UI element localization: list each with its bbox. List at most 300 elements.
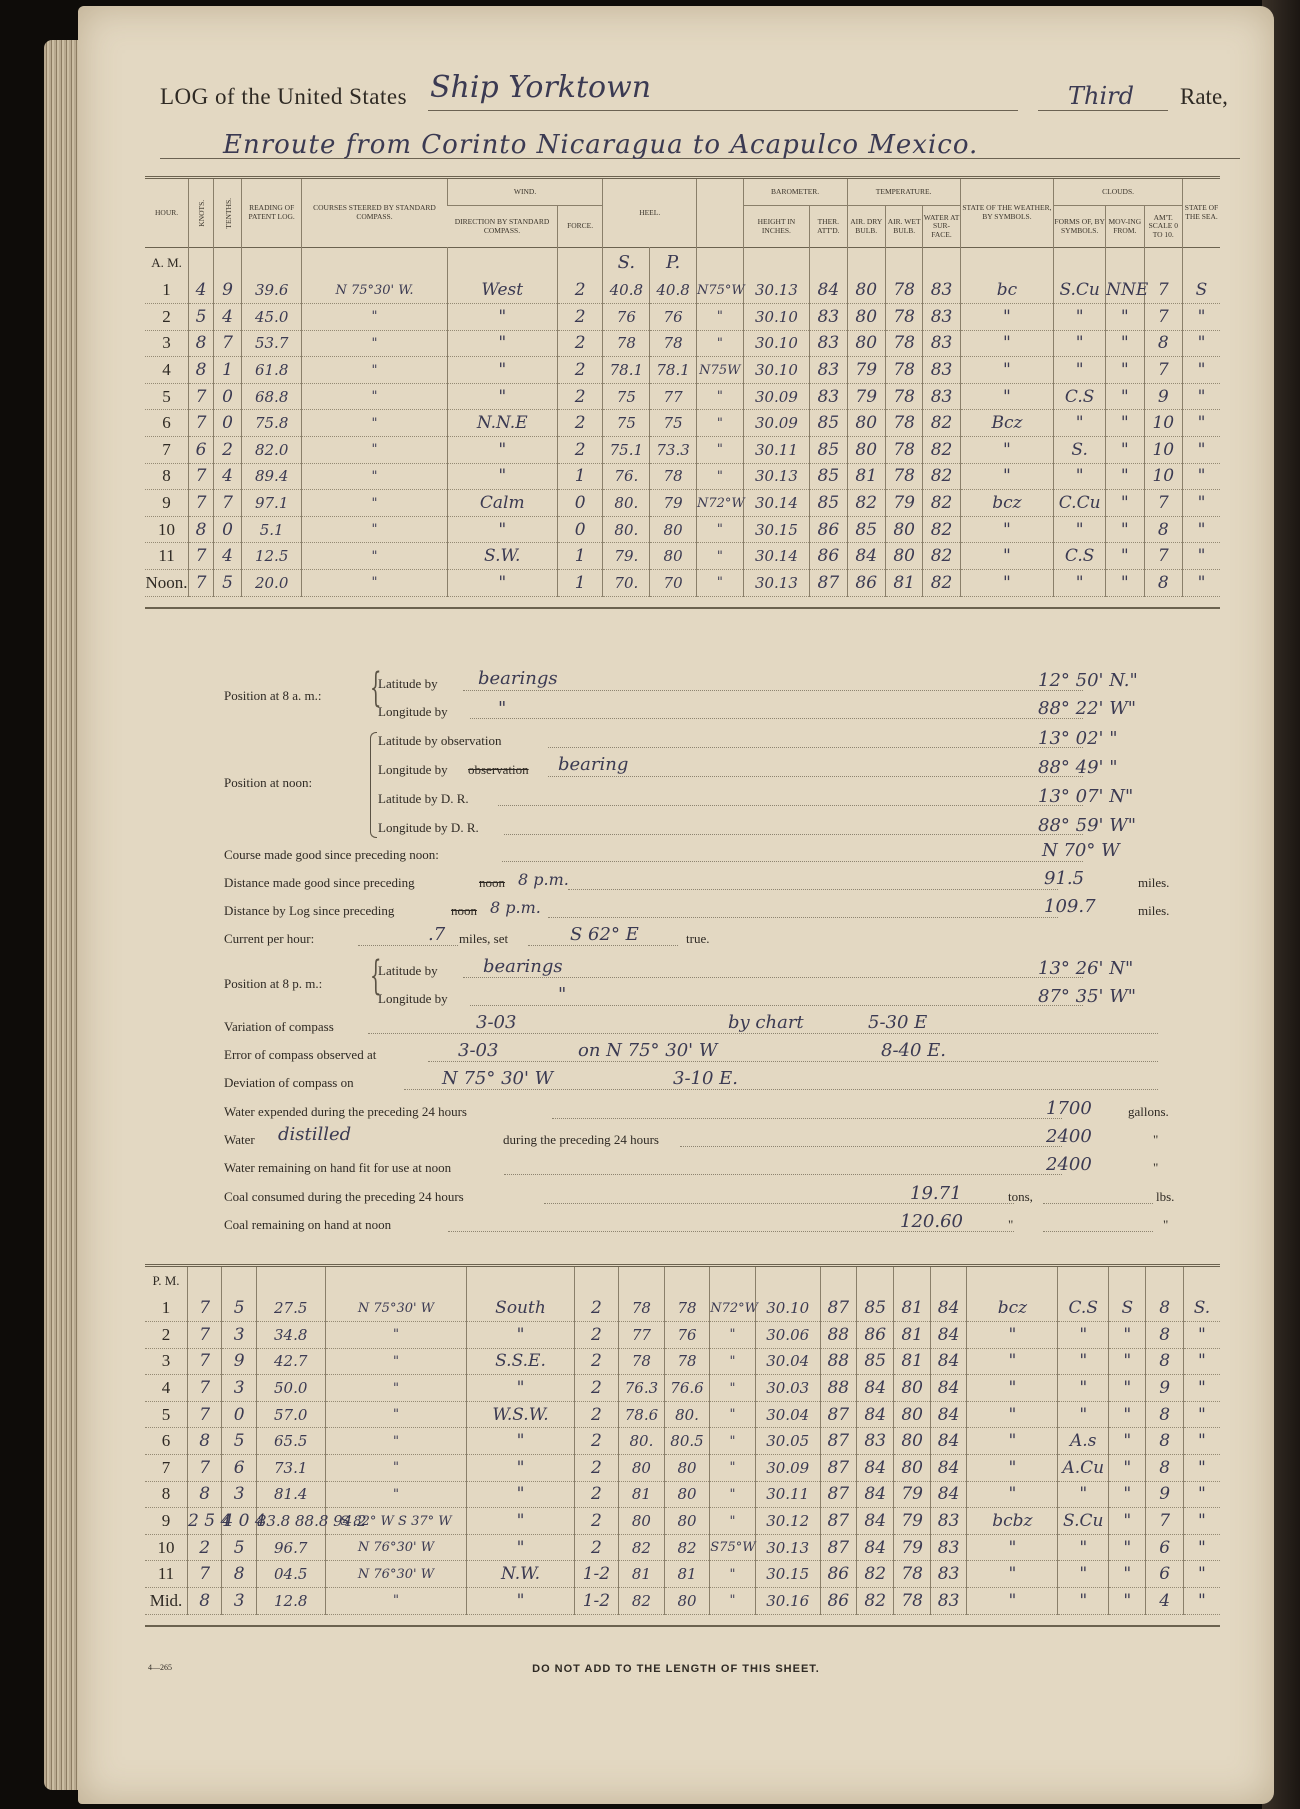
- cell-height: 30.14: [743, 543, 809, 570]
- cell-hour: 1: [145, 278, 189, 304]
- cell-sea: ": [1183, 1401, 1220, 1428]
- cell-tenths: 3: [222, 1588, 256, 1615]
- cell-dry: 80: [847, 330, 885, 357]
- cell-force: 2: [574, 1375, 619, 1402]
- cell-knots: 7: [188, 1296, 222, 1322]
- cell-tenths: 4: [214, 543, 242, 570]
- log-row: [145, 570, 1220, 597]
- cell-tenths: 2: [214, 437, 242, 464]
- cell-wet: 78: [885, 330, 922, 357]
- cell-water: 83: [930, 1588, 966, 1615]
- cell-heel-p: 80.5: [664, 1428, 710, 1455]
- pos8am-lat-label: Latitude by: [378, 676, 438, 691]
- log-row: [145, 543, 1220, 570]
- cell-heel-p: 76: [650, 304, 697, 331]
- log-row: [145, 304, 1220, 331]
- cell-course: ": [302, 357, 447, 384]
- water-exp-label: Water expended during the preceding 24 hours: [224, 1104, 467, 1119]
- cell-cforms: ": [1054, 357, 1106, 384]
- cell-log: 61.8: [242, 357, 302, 384]
- cell-cmoving: ": [1109, 1561, 1146, 1588]
- cell-height: 30.05: [755, 1428, 820, 1455]
- deviation-b: 3-10 E.: [673, 1068, 739, 1089]
- log-row: [145, 1534, 1220, 1561]
- heel-starboard-label: S.: [603, 248, 650, 278]
- cell-height: 30.13: [743, 278, 809, 304]
- cell-heel-s: 82: [619, 1534, 665, 1561]
- ship-underline: [428, 110, 1018, 111]
- pm-heading-row: [145, 1266, 1220, 1296]
- cell-ther: 87: [820, 1401, 856, 1428]
- cell-dry: 86: [847, 570, 885, 597]
- cell-wet: 80: [894, 1428, 930, 1455]
- distance-since: 8 p.m.: [518, 870, 569, 889]
- cell-course: ": [302, 304, 447, 331]
- col-wind: WIND.: [447, 178, 603, 206]
- cell-cmoving: NNE: [1106, 278, 1144, 304]
- cell-dry: 84: [857, 1375, 894, 1402]
- log-row: [145, 1428, 1220, 1455]
- course-label: Course made good since preceding noon:: [224, 847, 439, 862]
- log-row: [145, 357, 1220, 384]
- cell-tenths: 9: [222, 1348, 256, 1375]
- cell-wind: ": [447, 357, 557, 384]
- cell-dry: 81: [847, 463, 885, 490]
- cell-weather: ": [967, 1481, 1058, 1508]
- rate-label: Rate,: [1180, 84, 1228, 109]
- cell-var: ": [696, 383, 743, 410]
- cell-tenths: 0: [222, 1401, 256, 1428]
- cell-course: ": [325, 1481, 467, 1508]
- cell-heel-s: 80: [619, 1455, 665, 1482]
- cell-water: 82: [923, 490, 960, 517]
- cell-height: 30.14: [743, 490, 809, 517]
- cell-knots: 7: [189, 543, 214, 570]
- cell-wind: S.W.: [447, 543, 557, 570]
- cell-wind: ": [467, 1455, 574, 1482]
- cell-height: 30.10: [743, 330, 809, 357]
- cell-log: 04.5: [256, 1561, 325, 1588]
- cell-knots: 6: [189, 437, 214, 464]
- cell-ther: 85: [810, 463, 847, 490]
- cell-force: 2: [574, 1481, 619, 1508]
- cell-course: ": [325, 1322, 467, 1349]
- cell-camount: 7: [1146, 1508, 1183, 1535]
- cell-hour: 7: [145, 1455, 188, 1482]
- cell-log: 12.8: [256, 1588, 325, 1615]
- cell-cmoving: ": [1109, 1348, 1146, 1375]
- cell-tenths: 9: [214, 278, 242, 304]
- coal-rem-label: Coal remaining on hand at noon: [224, 1217, 392, 1232]
- col-temperature: TEMPERATURE.: [847, 178, 960, 206]
- cell-hour: 8: [145, 1481, 188, 1508]
- cell-dry: 80: [847, 410, 885, 437]
- cell-cmoving: ": [1106, 437, 1144, 464]
- cell-heel-s: 80.: [603, 516, 650, 543]
- cell-course: N 75°30' W.: [302, 278, 447, 304]
- cell-wet: 78: [885, 410, 922, 437]
- col-heel: HEEL.: [603, 178, 696, 248]
- cell-knots: 2: [188, 1534, 222, 1561]
- cell-water: 83: [923, 304, 960, 331]
- cell-force: 0: [557, 516, 603, 543]
- cell-var: ": [696, 330, 743, 357]
- cell-var: N75°W: [696, 278, 743, 304]
- cell-sea: ": [1182, 570, 1220, 597]
- dotted-leader: [404, 1089, 1158, 1090]
- dotted-leader: [504, 834, 1083, 835]
- cell-wind: N.W.: [467, 1561, 574, 1588]
- distlog-value: 109.7: [1044, 896, 1096, 917]
- dotted-leader: [498, 805, 1083, 806]
- cell-dry: 83: [857, 1428, 894, 1455]
- cell-tenths: 5: [222, 1296, 256, 1322]
- coal-rem-unit2: ": [1163, 1217, 1169, 1232]
- cell-log: 75.8: [242, 410, 302, 437]
- dotted-leader: [502, 861, 1083, 862]
- cell-cmoving: ": [1109, 1428, 1146, 1455]
- cell-heel-p: 73.3: [650, 437, 697, 464]
- cell-heel-s: 78.6: [619, 1401, 665, 1428]
- am-log-table: [145, 176, 1220, 597]
- pos8pm-lon-value: 87° 35' W": [1038, 986, 1136, 1007]
- cell-ther: 83: [810, 357, 847, 384]
- cell-heel-s: 40.8: [603, 278, 650, 304]
- pm-label: P. M.: [152, 1273, 180, 1289]
- cell-knots: 8: [188, 1481, 222, 1508]
- cell-weather: ": [960, 463, 1053, 490]
- cell-heel-s: 82: [619, 1588, 665, 1615]
- cell-course: ": [325, 1375, 467, 1402]
- cell-cforms: ": [1058, 1561, 1109, 1588]
- cell-wet: 78: [885, 383, 922, 410]
- current-end: true.: [686, 931, 710, 946]
- cell-weather: ": [960, 570, 1053, 597]
- cell-wet: 78: [885, 304, 922, 331]
- col-clouds: CLOUDS.: [1054, 178, 1183, 206]
- col-barometer: BAROMETER.: [743, 178, 847, 206]
- cell-tenths: 7: [214, 490, 242, 517]
- cell-weather: ": [967, 1588, 1058, 1615]
- cell-height: 30.13: [743, 463, 809, 490]
- cell-course: ": [302, 437, 447, 464]
- cell-course: N 76°30' W: [325, 1534, 467, 1561]
- cell-heel-p: 80: [664, 1508, 710, 1535]
- cell-knots: 7: [189, 383, 214, 410]
- cell-sea: ": [1182, 463, 1220, 490]
- cell-ther: 83: [810, 383, 847, 410]
- cell-sea: ": [1182, 490, 1220, 517]
- posnoon-label: Position at noon:: [224, 775, 313, 790]
- dotted-leader: [504, 1174, 1062, 1175]
- pos8am-brace: {: [369, 665, 382, 711]
- water-rem-value: 2400: [1046, 1154, 1092, 1175]
- distance-label: Distance made good since preceding: [224, 875, 415, 890]
- cell-cforms: ": [1058, 1322, 1109, 1349]
- cell-var: ": [710, 1561, 756, 1588]
- cell-dry: 80: [847, 437, 885, 464]
- cell-camount: 8: [1146, 1348, 1183, 1375]
- cell-weather: ": [960, 304, 1053, 331]
- log-row: [145, 410, 1220, 437]
- log-row: [145, 490, 1220, 517]
- cell-knots: 7: [189, 410, 214, 437]
- cell-hour: 11: [145, 1561, 188, 1588]
- cell-wet: 80: [894, 1455, 930, 1482]
- cell-ther: 85: [810, 410, 847, 437]
- cell-tenths: 7: [214, 330, 242, 357]
- cell-force: 2: [574, 1428, 619, 1455]
- cell-tenths: 5: [214, 570, 242, 597]
- cell-camount: 9: [1146, 1481, 1183, 1508]
- cell-cforms: ": [1058, 1481, 1109, 1508]
- dotted-leader: [428, 1061, 1158, 1062]
- cell-camount: 6: [1146, 1534, 1183, 1561]
- noon-lat-obs-value: 13° 02' ": [1038, 728, 1118, 749]
- cell-camount: 7: [1144, 357, 1182, 384]
- cell-weather: ": [960, 383, 1053, 410]
- cell-cforms: ": [1054, 463, 1106, 490]
- cell-heel-p: 78: [650, 463, 697, 490]
- cell-tenths: 4 0 4: [222, 1508, 256, 1535]
- cell-knots: 7: [188, 1401, 222, 1428]
- cell-camount: 8: [1144, 516, 1182, 543]
- log-row: [145, 1588, 1220, 1615]
- deviation-a: N 75° 30' W: [442, 1068, 554, 1089]
- cell-wind: Calm: [447, 490, 557, 517]
- cell-heel-s: 76.: [603, 463, 650, 490]
- cell-hour: 2: [145, 1322, 188, 1349]
- water-rem-unit: ": [1153, 1160, 1159, 1175]
- cell-cforms: C.S: [1054, 383, 1106, 410]
- cell-wind: ": [467, 1534, 574, 1561]
- cell-course: ": [302, 463, 447, 490]
- cell-water: 84: [930, 1348, 966, 1375]
- cell-hour: 1: [145, 1296, 188, 1322]
- cell-ther: 87: [820, 1481, 856, 1508]
- cell-height: 30.09: [743, 410, 809, 437]
- col-variation: [696, 178, 743, 248]
- cell-cmoving: ": [1106, 543, 1144, 570]
- col-hour: HOUR.: [154, 207, 179, 217]
- cell-wind: ": [447, 570, 557, 597]
- cell-knots: 7: [188, 1348, 222, 1375]
- cell-water: 83: [923, 278, 960, 304]
- cell-weather: ": [960, 330, 1053, 357]
- cell-tenths: 4: [214, 304, 242, 331]
- cell-cforms: C.S: [1058, 1296, 1109, 1322]
- cell-cforms: S.Cu: [1054, 278, 1106, 304]
- cell-water: 84: [930, 1455, 966, 1482]
- cell-dry: 82: [857, 1561, 894, 1588]
- cell-wind: ": [467, 1508, 574, 1535]
- cell-wet: 80: [894, 1375, 930, 1402]
- cell-water: 84: [930, 1296, 966, 1322]
- cell-hour: 9: [145, 1508, 188, 1535]
- cell-ther: 87: [820, 1428, 856, 1455]
- cell-log: 39.6: [242, 278, 302, 304]
- cell-wet: 80: [894, 1401, 930, 1428]
- cell-force: 2: [574, 1455, 619, 1482]
- cell-force: 2: [574, 1322, 619, 1349]
- cell-heel-p: 76: [664, 1322, 710, 1349]
- cell-tenths: 6: [222, 1455, 256, 1482]
- cell-weather: ": [967, 1348, 1058, 1375]
- cell-hour: 9: [145, 490, 189, 517]
- cell-heel-s: 81: [619, 1481, 665, 1508]
- cell-log: 27.5: [256, 1296, 325, 1322]
- pos8am-lat-value: 12° 50' N.": [1038, 670, 1138, 691]
- cell-wind: N.N.E: [447, 410, 557, 437]
- cell-weather: ": [967, 1561, 1058, 1588]
- distlog-since: 8 p.m.: [490, 898, 541, 917]
- cell-course: ": [325, 1348, 467, 1375]
- log-row: [145, 1348, 1220, 1375]
- cell-wet: 81: [894, 1296, 930, 1322]
- cell-cmoving: ": [1109, 1401, 1146, 1428]
- water-exp-unit: gallons.: [1128, 1104, 1169, 1119]
- am-rows: [145, 278, 1220, 597]
- water-rem-label: Water remaining on hand fit for use at noon: [224, 1160, 452, 1175]
- error-b: on N 75° 30' W: [578, 1040, 718, 1061]
- cell-dry: 84: [857, 1534, 894, 1561]
- pos8pm-lat-label: Latitude by: [378, 963, 438, 978]
- cell-water: 84: [930, 1481, 966, 1508]
- coal-rem-unit1: ": [1008, 1217, 1014, 1232]
- cell-cmoving: ": [1109, 1322, 1146, 1349]
- cell-ther: 83: [810, 304, 847, 331]
- cell-force: 2: [574, 1401, 619, 1428]
- log-row: [145, 278, 1220, 304]
- cell-log: 65.5: [256, 1428, 325, 1455]
- cell-heel-s: 70.: [603, 570, 650, 597]
- cell-height: 30.16: [755, 1588, 820, 1615]
- cell-height: 30.10: [755, 1296, 820, 1322]
- cell-force: 2: [574, 1296, 619, 1322]
- cell-wet: 80: [885, 516, 922, 543]
- cell-log: 81.4: [256, 1481, 325, 1508]
- dotted-leader: [463, 690, 1083, 691]
- cell-water: 83: [930, 1561, 966, 1588]
- cell-course: ": [302, 516, 447, 543]
- cell-log: 57.0: [256, 1401, 325, 1428]
- cell-water: 82: [923, 410, 960, 437]
- distlog-label: Distance by Log since preceding: [224, 903, 395, 918]
- table-bottom-rule: [145, 1625, 1220, 1627]
- cell-wet: 78: [894, 1588, 930, 1615]
- cell-camount: 8: [1144, 330, 1182, 357]
- cell-heel-s: 80: [619, 1508, 665, 1535]
- cell-ther: 84: [810, 278, 847, 304]
- cell-cforms: ": [1058, 1588, 1109, 1615]
- cell-cforms: ": [1058, 1348, 1109, 1375]
- cell-force: 2: [574, 1348, 619, 1375]
- cell-cforms: ": [1054, 410, 1106, 437]
- cell-heel-p: 81: [664, 1561, 710, 1588]
- cell-log: 89.4: [242, 463, 302, 490]
- cell-log: 42.7: [256, 1348, 325, 1375]
- cell-cforms: ": [1058, 1401, 1109, 1428]
- cell-water: 84: [930, 1401, 966, 1428]
- cell-ther: 88: [820, 1348, 856, 1375]
- log-row: [145, 1375, 1220, 1402]
- cell-sea: ": [1182, 304, 1220, 331]
- cell-force: 1-2: [574, 1588, 619, 1615]
- cell-dry: 84: [857, 1508, 894, 1535]
- cell-wet: 79: [894, 1508, 930, 1535]
- ship-name: Ship Yorktown: [430, 70, 652, 105]
- cell-cmoving: ": [1109, 1375, 1146, 1402]
- cell-wind: ": [467, 1375, 574, 1402]
- cell-sea: ": [1182, 543, 1220, 570]
- cell-course: ": [325, 1428, 467, 1455]
- cell-heel-s: 77: [619, 1322, 665, 1349]
- cell-course: N 75°30' W: [325, 1296, 467, 1322]
- cell-tenths: 1: [214, 357, 242, 384]
- cell-heel-p: 75: [650, 410, 697, 437]
- cell-ther: 87: [820, 1455, 856, 1482]
- cell-height: 30.09: [743, 383, 809, 410]
- cell-log: 83.8 88.8 94.2: [256, 1508, 325, 1535]
- cell-knots: 7: [188, 1455, 222, 1482]
- distance-value: 91.5: [1044, 868, 1085, 889]
- cell-tenths: 8: [222, 1561, 256, 1588]
- cell-var: ": [710, 1348, 756, 1375]
- cell-heel-p: 70: [650, 570, 697, 597]
- cell-sea: ": [1182, 383, 1220, 410]
- cell-camount: 10: [1144, 463, 1182, 490]
- cell-hour: 10: [145, 516, 189, 543]
- cell-hour: 2: [145, 304, 189, 331]
- col-patent-log: READING OF PATENT LOG.: [242, 178, 302, 248]
- cell-cforms: ": [1054, 516, 1106, 543]
- cell-force: 2: [574, 1534, 619, 1561]
- cell-heel-s: 76.3: [619, 1375, 665, 1402]
- col-baro-ther: THER. ATT'D.: [810, 206, 847, 248]
- cell-ther: 87: [820, 1296, 856, 1322]
- cell-wet: 78: [885, 278, 922, 304]
- col-cloud-moving: MOV-ING FROM.: [1106, 206, 1144, 248]
- cell-hour: 4: [145, 357, 189, 384]
- cell-force: 1-2: [574, 1561, 619, 1588]
- current-mid: miles, set: [459, 931, 509, 946]
- cell-heel-s: 80.: [619, 1428, 665, 1455]
- cell-force: 2: [557, 410, 603, 437]
- cell-cforms: ": [1058, 1375, 1109, 1402]
- cell-sea: ": [1183, 1588, 1220, 1615]
- cell-cmoving: S: [1109, 1296, 1146, 1322]
- cell-heel-p: 78: [650, 330, 697, 357]
- cell-sea: ": [1182, 410, 1220, 437]
- log-row: [145, 516, 1220, 543]
- rate-underline: [1038, 110, 1168, 111]
- cell-wet: 79: [885, 490, 922, 517]
- pos8am-lat-method: bearings: [478, 668, 558, 689]
- dotted-leader: [552, 1118, 1062, 1119]
- cell-camount: 9: [1144, 383, 1182, 410]
- cell-height: 30.10: [743, 304, 809, 331]
- col-baro-height: HEIGHT IN INCHES.: [743, 206, 809, 248]
- cell-hour: 3: [145, 330, 189, 357]
- cell-ther: 86: [810, 516, 847, 543]
- cell-weather: ": [967, 1428, 1058, 1455]
- cell-ther: 83: [810, 330, 847, 357]
- cell-ther: 86: [810, 543, 847, 570]
- cell-height: 30.11: [755, 1481, 820, 1508]
- cell-heel-s: 78: [619, 1348, 665, 1375]
- cell-sea: ": [1183, 1561, 1220, 1588]
- cell-var: ": [710, 1455, 756, 1482]
